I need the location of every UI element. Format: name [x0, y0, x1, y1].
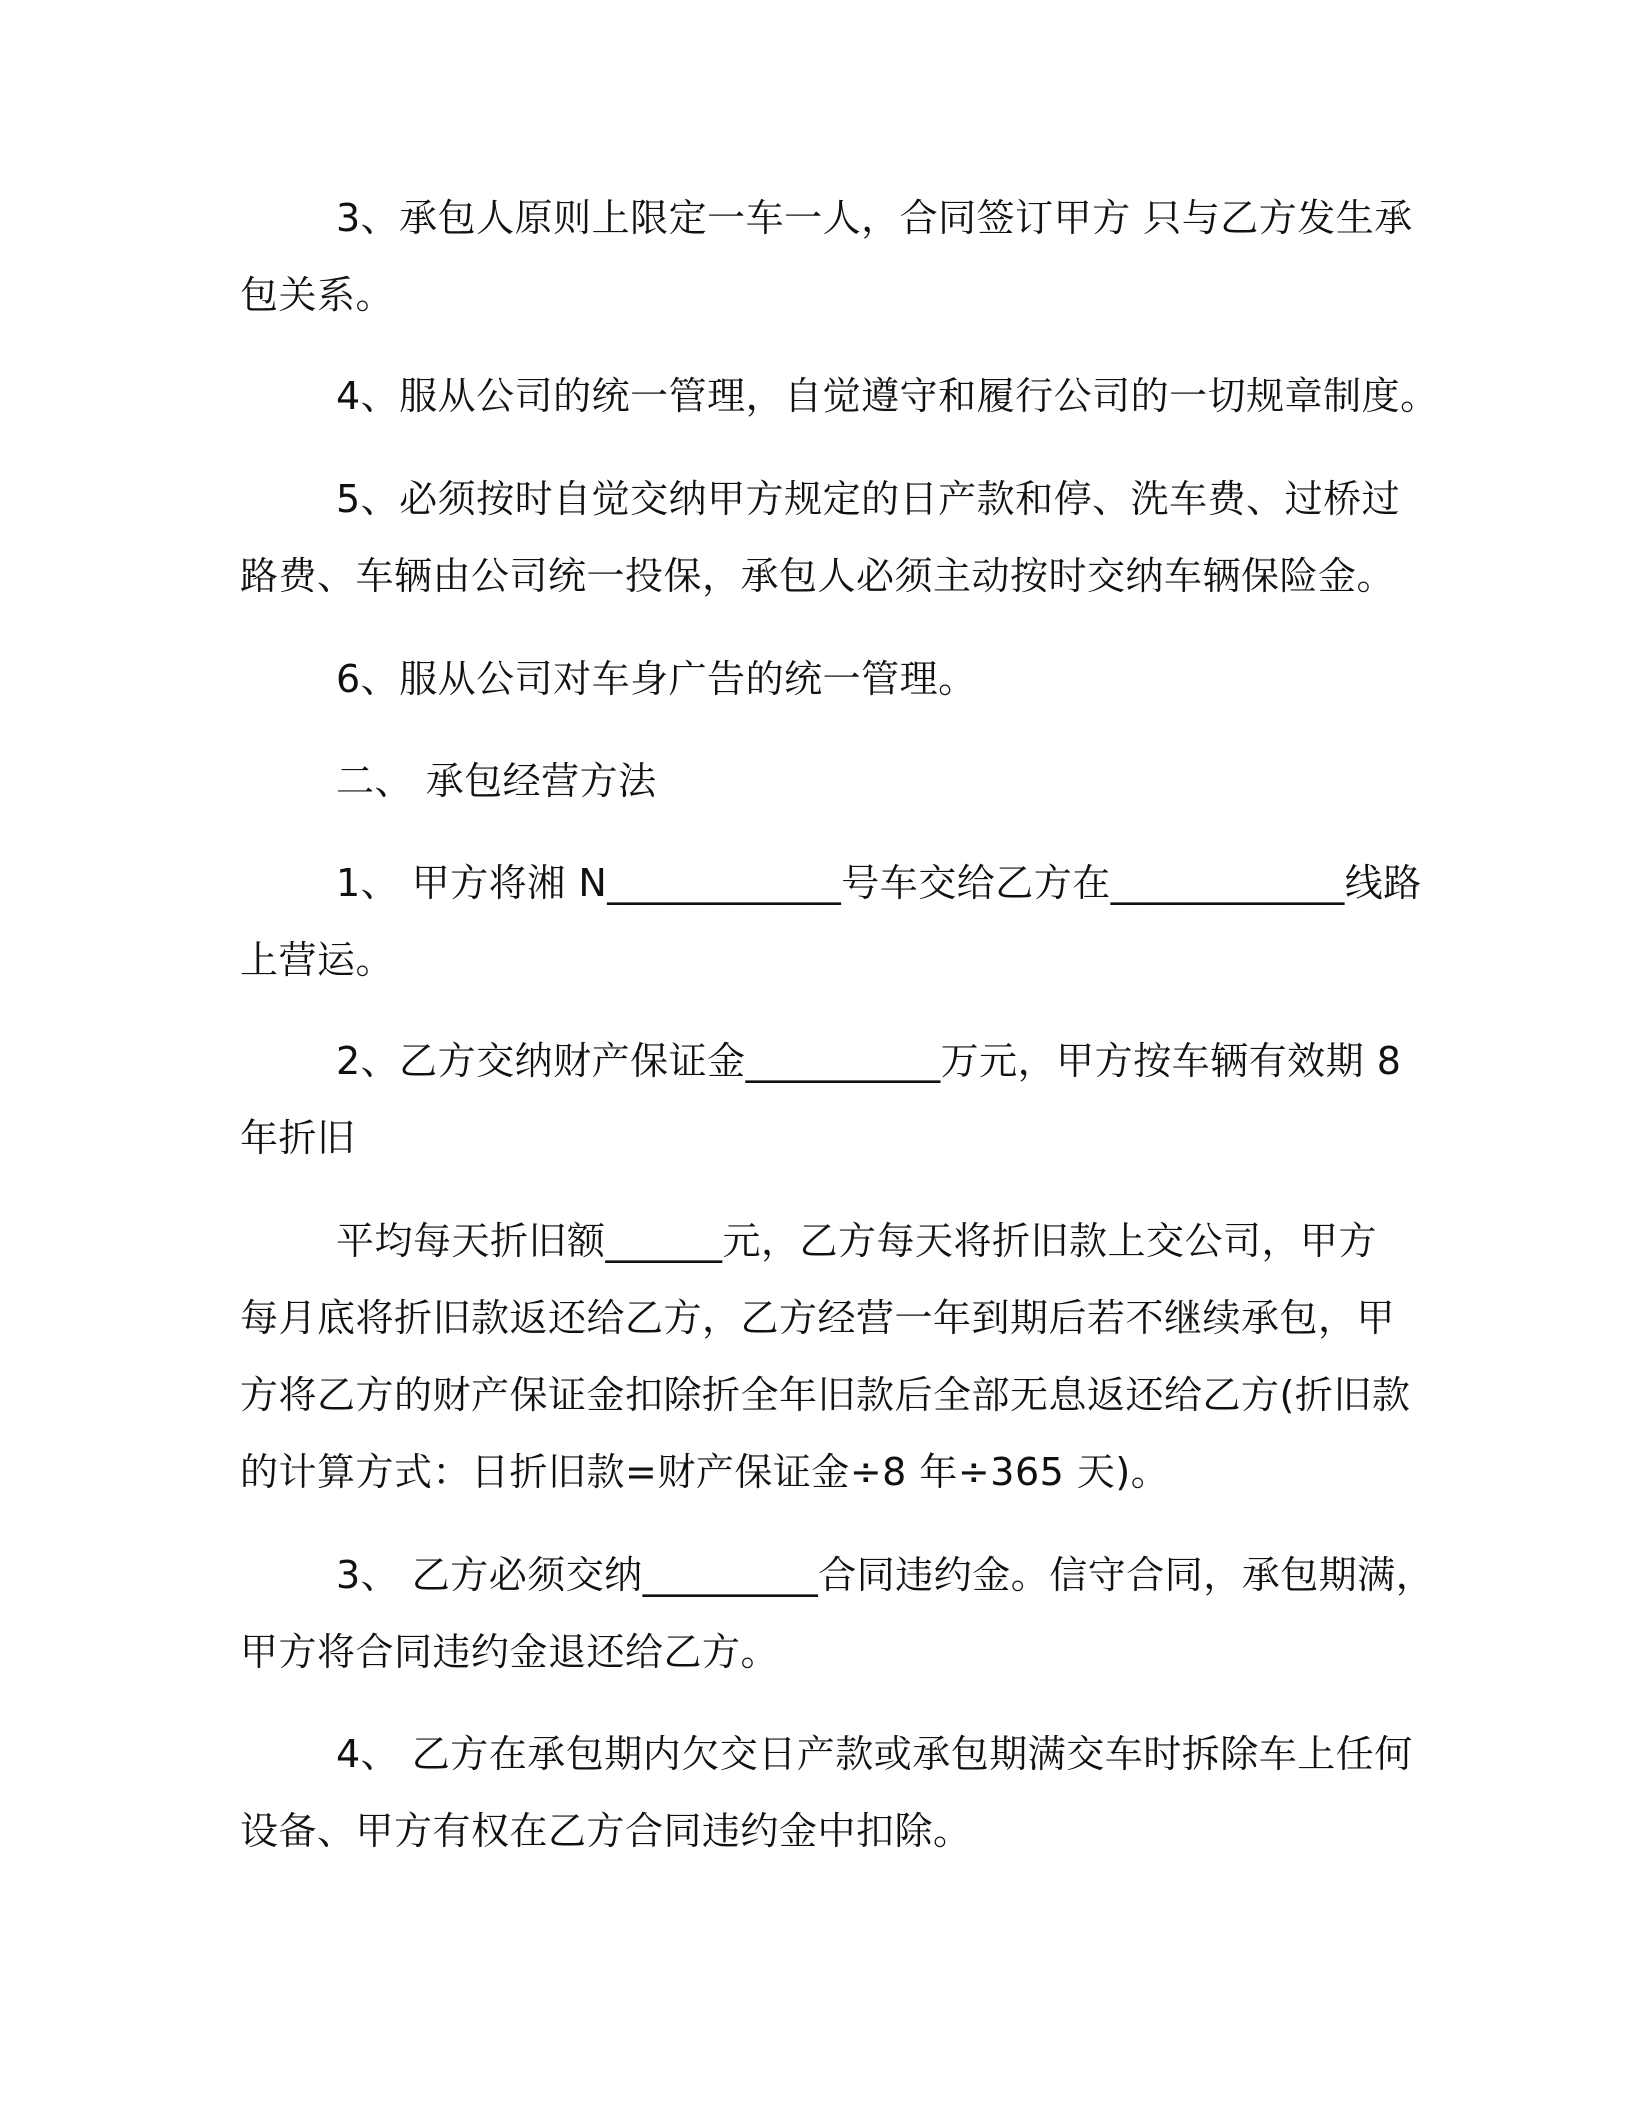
paragraph-line: 上营运。 — [240, 938, 395, 982]
paragraph-line: 2、乙方交纳财产保证金__________万元，甲方按车辆有效期 8 — [336, 1039, 1402, 1083]
paragraph-method-1 — [240, 845, 1422, 999]
paragraph-line: 4、服从公司的统一管理，自觉遵守和履行公司的一切规章制度。 — [336, 374, 1439, 418]
paragraph-clause-5 — [240, 461, 1400, 615]
paragraph-line: 甲方将合同违约金退还给乙方。 — [240, 1630, 780, 1674]
paragraph-line: 4、 乙方在承包期内欠交日产款或承包期满交车时拆除车上任何 — [336, 1732, 1413, 1776]
paragraph-line: 路费、车辆由公司统一投保，承包人必须主动按时交纳车辆保险金。 — [240, 554, 1396, 598]
paragraph-line: 5、必须按时自觉交纳甲方规定的日产款和停、洗车费、过桥过 — [336, 477, 1401, 521]
paragraph-method-2 — [240, 1023, 1400, 1177]
paragraph-line: 3、承包人原则上限定一车一人，合同签订甲方 只与乙方发生承 — [336, 196, 1413, 240]
paragraph-clause-6 — [240, 641, 1400, 718]
paragraph-method-4 — [240, 1716, 1413, 1870]
paragraph-line: 平均每天折旧额______元，乙方每天将折旧款上交公司，甲方 — [336, 1219, 1378, 1263]
paragraph-line: 1、 甲方将湘 N____________号车交给乙方在____________线路 — [336, 861, 1422, 905]
section-heading-text: 二、 承包经营方法 — [336, 759, 657, 803]
paragraph-line: 设备、甲方有权在乙方合同违约金中扣除。 — [240, 1809, 972, 1853]
paragraph-clause-4 — [240, 358, 1439, 435]
paragraph-method-3 — [240, 1537, 1435, 1691]
paragraph-line: 方将乙方的财产保证金扣除折全年旧款后全部无息返还给乙方(折旧款 — [240, 1373, 1411, 1417]
paragraph-line: 每月底将折旧款返还给乙方，乙方经营一年到期后若不继续承包，甲 — [240, 1296, 1396, 1340]
section-heading — [240, 743, 1400, 820]
paragraph-line: 3、 乙方必须交纳_________合同违约金。信守合同，承包期满， — [336, 1553, 1435, 1597]
paragraph-line: 包关系。 — [240, 273, 395, 317]
paragraph-line: 年折旧 — [240, 1116, 356, 1160]
paragraph-line: 6、服从公司对车身广告的统一管理。 — [336, 657, 977, 701]
paragraph-line: 的计算方式：日折旧款=财产保证金÷8 年÷365 天)。 — [240, 1450, 1170, 1494]
paragraph-clause-3 — [240, 180, 1413, 334]
paragraph-depreciation — [240, 1203, 1411, 1511]
